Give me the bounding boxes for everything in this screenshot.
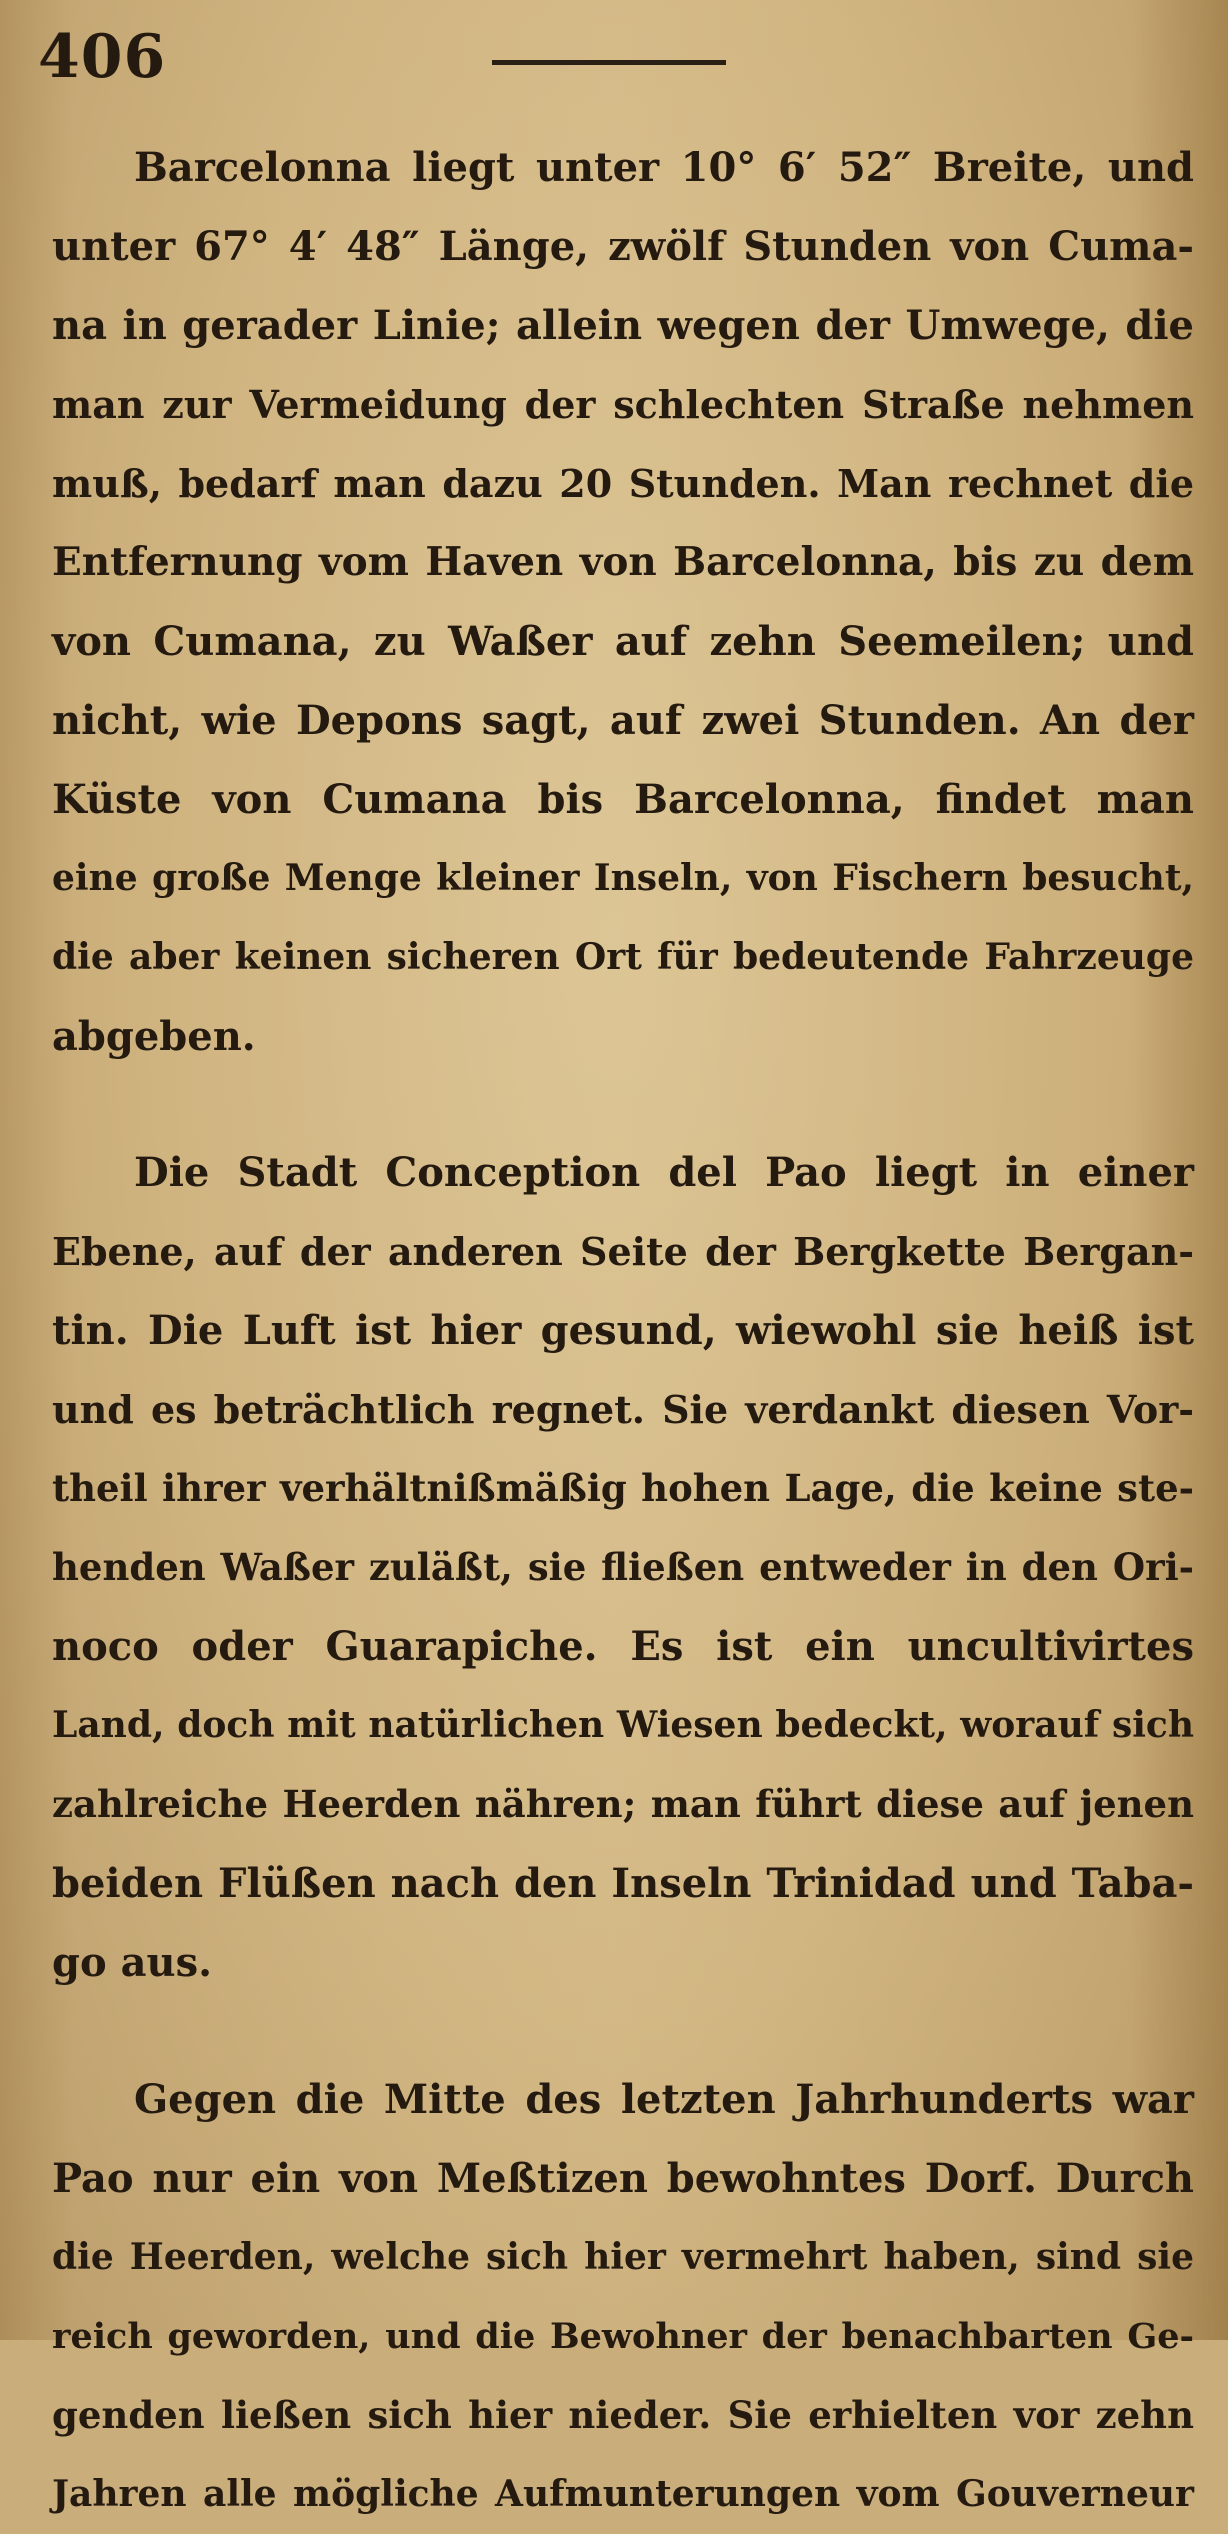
text-line: na in gerader Linie; allein wegen der Umwege, die: [52, 302, 1194, 349]
text-line: theil ihrer verhältnißmäßig hohen Lage, die keine ste-: [52, 1466, 1194, 1510]
page-number: 406: [38, 22, 167, 92]
text-line: Jahren alle mögliche Aufmunterungen vom Gouverneur: [52, 2473, 1194, 2515]
text-line: abgeben.: [52, 1013, 256, 1060]
text-line: die Heerden, welche sich hier vermehrt haben, sind sie: [52, 2236, 1194, 2278]
text-line: man zur Vermeidung der schlechten Straße nehmen: [52, 382, 1194, 427]
text-line: Entfernung vom Haven von Barcelonna, bis zu dem: [52, 539, 1194, 585]
text-line: Land, doch mit natürlichen Wiesen bedeckt, worauf sich: [52, 1704, 1194, 1746]
body-text: [52, 128, 1194, 2534]
text-line: henden Waßer zuläßt, sie fließen entweder in den Ori-: [52, 1545, 1194, 1589]
text-line: Ebene, auf der anderen Seite der Bergkette Bergan-: [52, 1229, 1194, 1274]
paragraph-pao: [52, 1133, 1194, 2002]
text-line: go aus.: [52, 1939, 213, 1986]
text-line: von Cumana, zu Waßer auf zehn Seemeilen; und: [52, 618, 1194, 665]
paragraph-spacer: [52, 2002, 1194, 2060]
text-line: Gegen die Mitte des letzten Jahrhunderts war: [134, 2076, 1194, 2123]
text-line: beiden Flüßen nach den Inseln Trinidad und Taba-: [52, 1860, 1194, 1907]
text-line: noco oder Guarapiche. Es ist ein uncultivirtes: [52, 1623, 1194, 1670]
text-line: Barcelonna liegt unter 10° 6′ 52″ Breite, und: [134, 144, 1194, 191]
text-line: Küste von Cumana bis Barcelonna, findet man: [52, 776, 1194, 823]
text-line: reich geworden, und die Bewohner der benachbarten Ge-: [52, 2316, 1194, 2357]
text-line: Pao nur ein von Meßtizen bewohntes Dorf. Durch: [52, 2155, 1194, 2202]
text-line: zahlreiche Heerden nähren; man führt diese auf jenen: [52, 1782, 1194, 1826]
text-line: nicht, wie Depons sagt, auf zwei Stunden. An der: [52, 697, 1194, 744]
text-line: tin. Die Luft ist hier gesund, wiewohl sie heiß ist: [52, 1307, 1194, 1354]
text-line: eine große Menge kleiner Inseln, von Fischern besucht,: [52, 857, 1194, 899]
text-line: genden ließen sich hier nieder. Sie erhielten vor zehn: [52, 2393, 1194, 2437]
paragraph-spacer: [52, 1076, 1194, 1133]
paragraph-barcelonna: [52, 128, 1194, 1076]
text-line: muß, bedarf man dazu 20 Stunden. Man rechnet die: [52, 461, 1194, 506]
header-rule: [492, 60, 726, 65]
text-line: unter 67° 4′ 48″ Länge, zwölf Stunden von Cuma-: [52, 223, 1194, 270]
text-line: und es beträchtlich regnet. Sie verdankt diesen Vor-: [52, 1387, 1194, 1432]
paragraph-history: [52, 2060, 1194, 2534]
text-line: Die Stadt Conception del Pao liegt in einer: [134, 1149, 1194, 1196]
text-line: die aber keinen sicheren Ort für bedeutende Fahrzeuge: [52, 936, 1194, 978]
